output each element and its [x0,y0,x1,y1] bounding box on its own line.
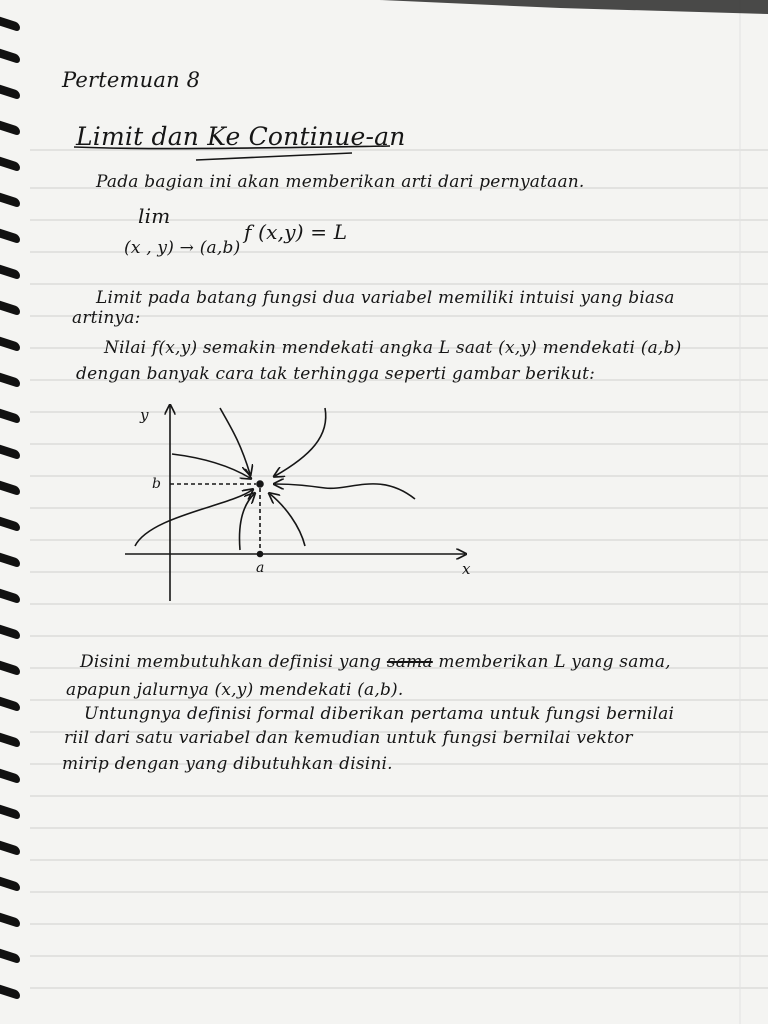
formula-expression: f (x,y) = L [244,220,348,244]
formula-subscript: (x , y) → (a,b) [124,238,241,258]
x-label: x [462,560,471,578]
formula-lim: lim [138,204,171,228]
intro-text: Pada bagian ini akan memberikan arti dari pernyataan. [96,172,585,192]
struck-word: sama [386,652,433,672]
para2-line1-end: memberikan L yang sama, [438,652,671,672]
para2-line2: apapun jalurnya (x,y) mendekati (a,b). [66,680,404,700]
b-label: b [152,476,161,492]
para1-line4: dengan banyak cara tak terhingga seperti gambar berikut: [76,364,596,384]
y-label: y [140,406,149,424]
limit-point [257,481,263,487]
para2-line3: Untungnya definisi formal diberikan pertama untuk fungsi bernilai [84,704,675,724]
para2-line1 [80,652,671,672]
a-tick [258,552,263,557]
para1-line2: artinya: [72,308,141,328]
meeting-label: Pertemuan 8 [62,68,201,92]
para2-line1-start: Disini membutuhkan definisi yang [80,652,382,672]
para2-line4: riil dari satu variabel dan kemudian untuk fungsi bernilai vektor [64,728,633,748]
a-label: a [256,560,265,576]
para2-line5: mirip dengan yang dibutuhkan disini. [62,754,393,774]
page-title: Limit dan Ke Continue-an [76,122,406,151]
title-underline [0,0,768,200]
para1-line3: Nilai f(x,y) semakin mendekati angka L saat (x,y) mendekati (a,b) [104,338,682,358]
para1-line1: Limit pada batang fungsi dua variabel memiliki intuisi yang biasa [96,288,675,308]
limit-diagram [110,396,490,606]
